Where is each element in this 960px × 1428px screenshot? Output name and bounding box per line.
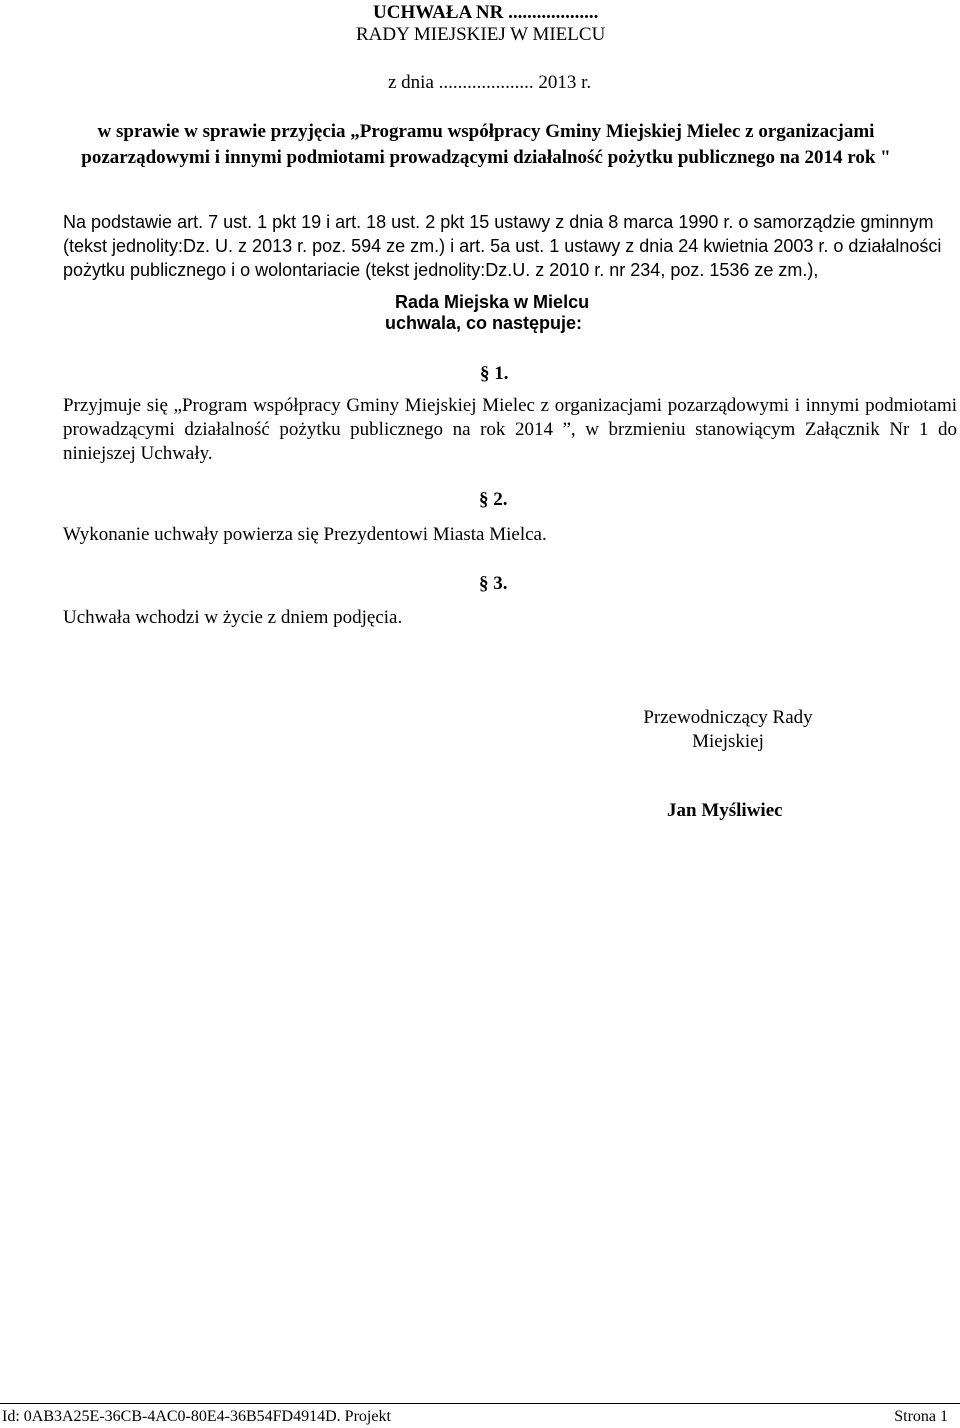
resolution-number: UCHWAŁA NR ................... xyxy=(373,2,599,23)
footer-page-number: Strona 1 xyxy=(894,1408,948,1425)
paragraph-3-number: § 3. xyxy=(479,573,508,594)
resolve-line: uchwala, co następuje: xyxy=(385,313,583,333)
council-line: Rada Miejska w Mielcu xyxy=(395,292,590,312)
footer-document-id: Id: 0AB3A25E-36CB-4AC0-80E4-36B54FD4914D. Projekt xyxy=(2,1408,391,1425)
council-name-heading: RADY MIEJSKIEJ W MIELCU xyxy=(356,24,606,45)
resolution-date: z dnia .................... 2013 r. xyxy=(388,72,592,93)
paragraph-1-number: § 1. xyxy=(480,363,509,384)
resolution-subject: w sprawie w sprawie przyjęcia „Programu współpracy Gminy Miejskiej Mielec z organizacjami pozarządowymi i innymi podmiotami prowadzącymi działalność pożytku publicznego na 2014 rok " xyxy=(81,121,891,168)
paragraph-2-text: Wykonanie uchwały powierza się Prezydentowi Miasta Mielca. xyxy=(63,524,547,545)
legal-basis: Na podstawie art. 7 ust. 1 pkt 19 i art. 18 ust. 2 pkt 15 ustawy z dnia 8 marca 1990 r. o samorządzie gminnym (tekst jednolity:Dz. U. z 2013 r. poz. 594 ze zm.) i art. 5a ust. 1 ustawy z dnia 24 kwietnia 2003 r. o działalności pożytku publicznego i o wolontariacie (tekst jednolity:Dz.U. z 2010 r. nr 234, poz. 1536 ze zm.), xyxy=(63,212,942,280)
chairman-name: Jan Myśliwiec xyxy=(667,800,783,821)
paragraph-3-text: Uchwała wchodzi w życie z dniem podjęcia. xyxy=(63,607,403,628)
footer-divider xyxy=(0,1403,960,1404)
chairman-title: Przewodniczący Rady Miejskiej xyxy=(643,707,813,752)
paragraph-2-number: § 2. xyxy=(479,489,508,510)
paragraph-1-text: Przyjmuje się „Program współpracy Gminy Miejskiej Mielec z organizacjami pozarządowymi i innymi podmiotami prowadzącymi działalność pożytku publicznego na rok 2014 ”, w brzmieniu stanowiącym Załącznik Nr 1 do niniejszej Uchwały. xyxy=(63,395,957,464)
